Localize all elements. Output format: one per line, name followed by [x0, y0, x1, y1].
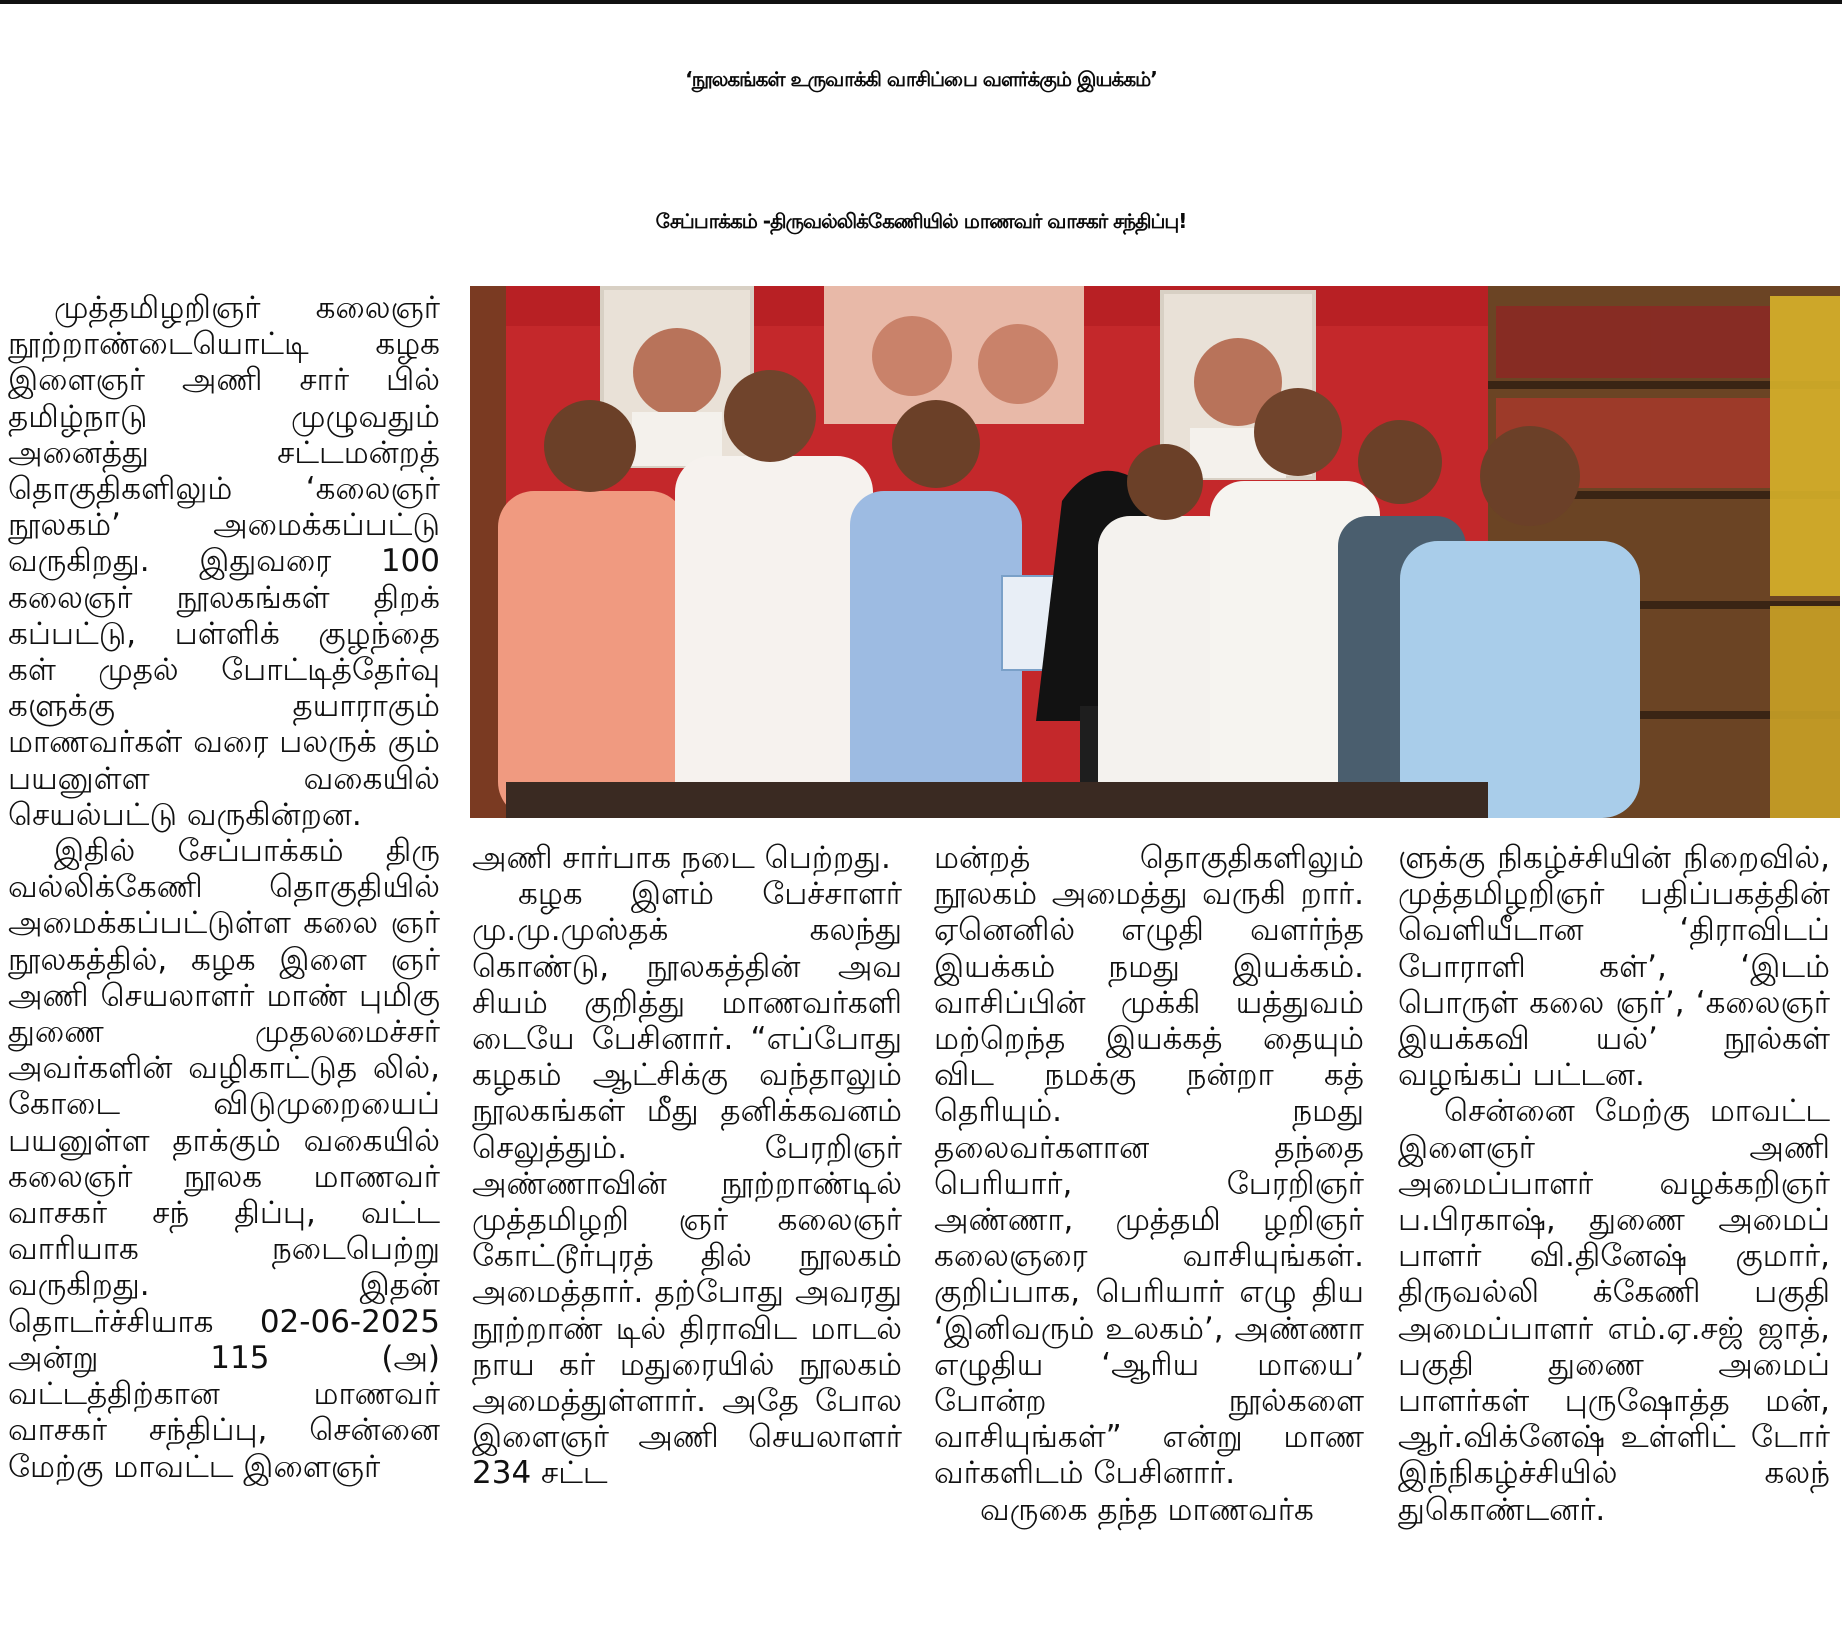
- top-rule: [0, 0, 1842, 4]
- paragraph: வருகை தந்த மாணவர்க: [980, 1491, 1314, 1528]
- article-column-4: [1398, 840, 1830, 1528]
- headline-line-2: சேப்பாக்கம் -திருவல்லிக்கேணியில் மாணவர் வாசகர் சந்திப்பு!: [655, 209, 1187, 233]
- paragraph: இதில் சேப்பாக்கம் திரு வல்லிக்கேணி தொகுதியில் அமைக்கப்பட்டுள்ள கலை ஞர் நூலகத்தில், கழக இளை ஞர் அணி செயலாளர் மாண் புமிகு துணை முதலமைச்சர் அவர்களின் வழிகாட்டுத லில், கோடை விடுமுறையைப் பயனுள்ள தாக்கும் வகையில் கலைஞர் நூலக மாணவர் வாசகர் சந் திப்பு, வட்ட வாரியாக நடைபெற்று வருகிறது. இதன் தொடர்ச்சியாக 02-06-2025 அன்று 115 (அ) வட்டத்திற்கான மாணவர் வாசகர் சந்திப்பு, சென்னை மேற்கு மாவட்ட இளைஞர்: [8, 833, 440, 1485]
- article-column-1: [8, 290, 440, 1485]
- paragraph: அணி சார்பாக நடை பெற்றது.: [472, 840, 891, 876]
- paragraph: சென்னை மேற்கு மாவட்ட இளைஞர் அணி அமைப்பாளர் வழக்கறிஞர் ப.பிரகாஷ், துணை அமைப் பாளர் வி.தினேஷ் குமார், திருவல்லி க்கேணி பகுதி அமைப்பாளர் எம்.ஏ.சஜ் ஜாத், பகுதி துணை அமைப் பாளர்கள் புருஷோத்த மன், ஆர்.விக்னேஷ் உள்ளிட் டோர் இந்நிகழ்ச்சியில் கலந் துகொண்டனர்.: [1398, 1093, 1830, 1528]
- news-photo: [470, 286, 1840, 818]
- paragraph: முத்தமிழறிஞர் கலைஞர் நூற்றாண்டையொட்டி கழக இளைஞர் அணி சார் பில் தமிழ்நாடு முழுவதும் அனைத்து சட்டமன்றத் தொகுதிகளிலும் ‘கலைஞர் நூலகம்’ அமைக்கப்பட்டு வருகிறது. இதுவரை 100 கலைஞர் நூலகங்கள் திறக் கப்பட்டு, பள்ளிக் குழந்தை கள் முதல் போட்டித்தேர்வு களுக்கு தயாராகும் மாணவர்கள் வரை பலருக் கும் பயனுள்ள வகையில் செயல்பட்டு வருகின்றன.: [8, 290, 440, 833]
- article-column-2: [472, 840, 902, 1492]
- paragraph: மன்றத் தொகுதிகளிலும் நூலகம் அமைத்து வருகி றார். ஏனெனில் எழுதி வளர்ந்த இயக்கம் நமது இயக்கம். வாசிப்பின் முக்கி யத்துவம் மற்றெந்த இயக்கத் தையும் விட நமக்கு நன்றா கத் தெரியும். நமது தலைவர்களான தந்தை பெரியார், பேரறிஞர் அண்ணா, முத்தமி ழறிஞர் கலைஞரை வாசியுங்கள். குறிப்பாக, பெரியார் எழு திய ‘இனிவரும் உலகம்’, அண்ணா எழுதிய ‘ஆரிய மாயை’ போன்ற நூல்களை வாசியுங்கள்” என்று மாண வர்களிடம் பேசினார்.: [934, 840, 1364, 1492]
- headline-line-1: ‘நூலகங்கள் உருவாக்கி வாசிப்பை வளர்க்கும் இயக்கம்’: [685, 67, 1157, 91]
- paragraph: ளுக்கு நிகழ்ச்சியின் நிறைவில், முத்தமிழறிஞர் பதிப்பகத்தின் வெளியீடான ‘திராவிடப் போராளி கள்’, ‘இடம் பொருள் கலை ஞர்’, ‘கலைஞர் இயக்கவி யல்’ நூல்கள் வழங்கப் பட்டன.: [1398, 840, 1830, 1094]
- article-column-3: [934, 840, 1364, 1528]
- paragraph: கழக இளம் பேச்சாளர் மு.மு.முஸ்தக் கலந்து கொண்டு, நூலகத்தின் அவ சியம் குறித்து மாணவர்களி டையே பேசினார். “எப்போது கழகம் ஆட்சிக்கு வந்தாலும் நூலகங்கள் மீது தனிக்கவனம் செலுத்தும். பேரறிஞர் அண்ணாவின் நூற்றாண்டில் முத்தமிழறி ஞர் கலைஞர் கோட்டூர்புரத் தில் நூலகம் அமைத்தார். தற்போது அவரது நூற்றாண் டில் திராவிட மாடல் நாய கர் மதுரையில் நூலகம் அமைத்துள்ளார். அதே போல இளைஞர் அணி செயலாளர் 234 சட்ட: [472, 876, 902, 1492]
